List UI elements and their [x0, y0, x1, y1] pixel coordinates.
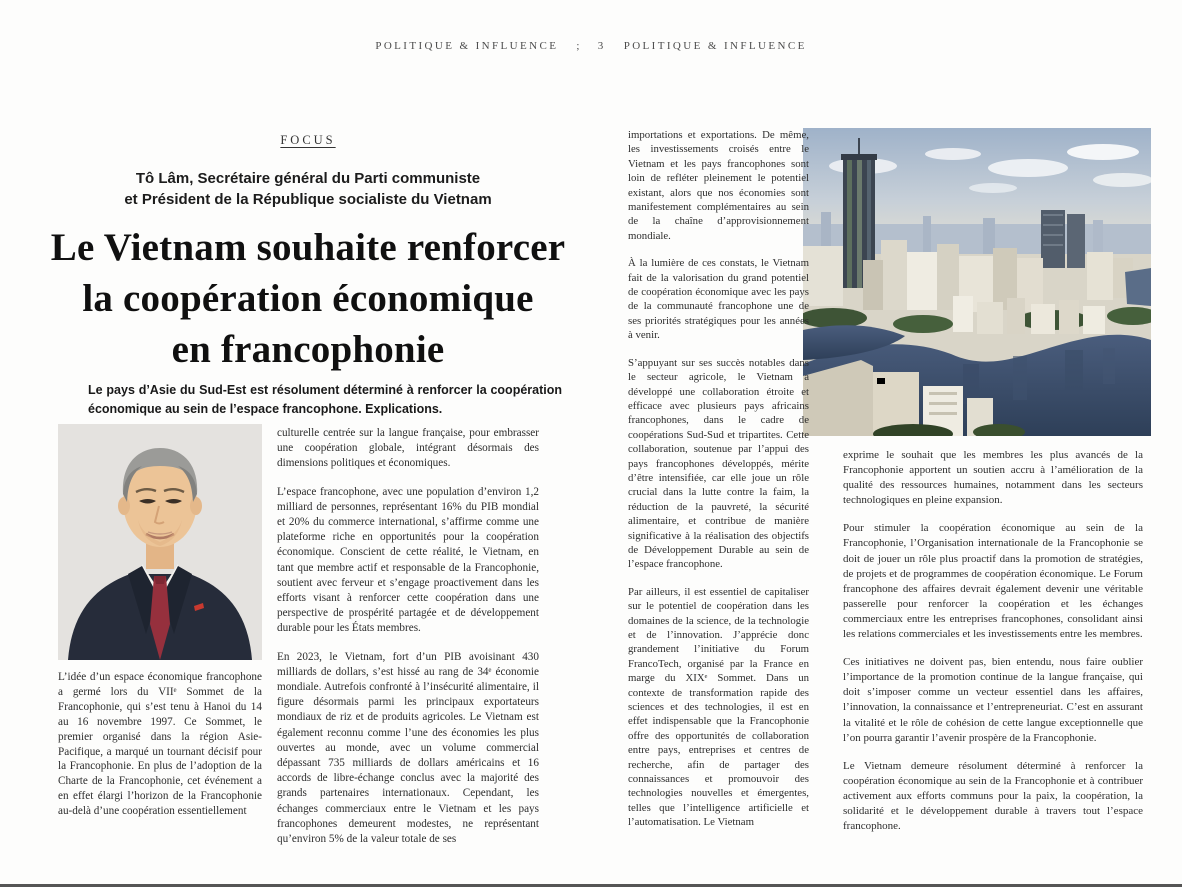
column-1 [58, 670, 262, 832]
column-4 [843, 448, 1143, 847]
running-head-separator: ; [576, 40, 582, 52]
title-line2: la coopération économique [82, 277, 534, 320]
article-title [14, 222, 602, 375]
body-paragraph: À la lumière de ces constats, le Vietnam fait de la valorisation du grand potentiel de coopération économique avec les pays de la communauté francophone une de ses priorités stratégiques pour les années à venir. [628, 257, 809, 342]
title-line1: Le Vietnam souhaite renforcer [50, 226, 566, 269]
page-number: 3 [597, 40, 606, 52]
body-paragraph: L’espace francophone, avec une population d’environ 1,2 milliard de personnes, représentant 16% du PIB mondial et 20% du commerce international, s’affirme comme une plateforme riche en opportunités pour la coopération économique. Conscient de cette réalité, le Vietnam, en tant que membre actif et responsable de la Francophonie, soutient avec ferveur et s’engage proactivement dans les efforts visant à renforcer cette coopération dans une perspective de prospérité partagée et de développement durable pour les États membres. [277, 485, 539, 635]
column-3 [628, 128, 809, 843]
hanoi-cityscape-photo [803, 128, 1151, 436]
running-head-left: POLITIQUE & INFLUENCE [375, 40, 559, 52]
byline-line2: et Président de la République socialiste du Vietnam [124, 191, 492, 208]
body-paragraph: L’idée d’un espace économique francophone a germé lors du VIIᵉ Sommet de la Francophonie, qui s’est tenu à Hanoi du 14 au 16 novembre 1997. Ce Sommet, le premier organisé dans la région Asie-Pacifique, a marqué un tournant décisif pour la Francophonie. En plus de l’adoption de la Charte de la Francophonie, cet événement a en effet élargi l’horizon de la Francophonie au-delà d’une coopération essentiellement [58, 671, 262, 818]
portrait-photo-to-lam [58, 424, 262, 660]
body-paragraph: culturelle centrée sur la langue française, pour embrasser une coopération globale, intégrant désormais des dimensions politiques et économiques. [277, 427, 539, 470]
body-paragraph: Ces initiatives ne doivent pas, bien entendu, nous faire oublier l’importance de la promotion continue de la langue française, qui doit s’imposer comme un vecteur essentiel dans les affaires, l’innovation, la connaissance et l’entrepreneuriat. C’est en assurant la vitalité et le rôle de cohésion de cette langue exceptionnelle que l’on pourra garantir l’avenir prospère de la Francophonie. [843, 656, 1143, 744]
column-2 [277, 426, 539, 860]
running-head-right: POLITIQUE & INFLUENCE [623, 40, 807, 52]
body-paragraph: exprime le souhait que les membres les plus avancés de la Francophonie apportent un soutien accru à l’amélioration de la qualité des ressources humaines, notamment dans les secteurs technologiques en pleine expansion. [843, 449, 1143, 507]
lede: Le pays d’Asie du Sud-Est est résolument déterminé à renforcer la coopération économique au sein de l’espace francophone. Explications. [88, 382, 562, 416]
title-line3: en francophonie [171, 328, 445, 371]
body-paragraph: En 2023, le Vietnam, fort d’un PIB avoisinant 430 milliards de dollars, s’est hissé au rang de 34ᵉ économie mondiale. Autrefois confronté à l’insécurité alimentaire, il figure désormais parmi les principaux exportateurs mondiaux de riz et de produits agricoles. Le Vietnam est également reconnu comme l’une des économies les plus ouvertes au monde, avec un volume commercial dépassant 735 milliards de dollars américains et 16 accords de libre-échange conclus avec la majorité des grands partenaires internationaux. Cependant, les échanges commerciaux entre le Vietnam et les pays francophones demeurent modestes, ne représentant qu’environ 5% de la valeur totale de ses [277, 650, 539, 846]
body-paragraph: Le Vietnam demeure résolument déterminé à renforcer la coopération économique au sein de la Francophonie et à contribuer activement aux efforts communs pour la paix, la coopération, la solidarité et le développement durable à travers tout l’espace francophone. [843, 759, 1143, 833]
byline [30, 168, 586, 210]
cityscape-illustration [803, 128, 1151, 436]
body-paragraph: Pour stimuler la coopération économique au sein de la Francophonie, l’Organisation internationale de la Francophonie se doit de jouer un rôle plus proactif dans la promotion de stratégies, de projets et de programmes de coopération économique. Le Forum francophone des affaires devrait également devenir une véritable passerelle pour renforcer la coopération et les échanges commerciaux entre les entreprises francophones, consolidant ainsi les relations commerciales et les investissements entre les membres. [843, 522, 1143, 641]
portrait-illustration [58, 424, 262, 660]
body-paragraph: Par ailleurs, il est essentiel de capitaliser sur le potentiel de coopération dans les domaines de la science, de la technologie et de l’innovation. J’apprécie donc grandement l’initiative du Forum FrancoTech, organisé par la France en marge du XIXᵉ Sommet. Dans un contexte de transformation rapide des sciences et des technologies, il est en effet indispensable que la Francophonie offre des opportunités de collaboration entre pays, entreprises et centres de recherche, afin de partager des connaissances et promouvoir des technologies nouvelles et émergentes, telles que l’intelligence artificielle et l’automatisation. Le Vietnam [628, 585, 809, 829]
body-paragraph: importations et exportations. De même, les investissements croisés entre le Vietnam et les pays francophones sont loin de refléter pleinement le potentiel existant, alors que nos économies sont manifestement complémentaires au sein de la chaîne d’approvisionnement mondiale. [628, 129, 809, 242]
body-paragraph: S’appuyant sur ses succès notables dans le secteur agricole, le Vietnam a développé une collaboration étroite et efficace avec plusieurs pays africains francophones, dans le cadre de coopérations Sud-Sud et tripartites. Cette collaboration, soutenue par l’appui des pays francophones développés, mérite d’être intensifiée, car elle joue un rôle crucial dans la lutte contre la faim, la réduction de la pauvreté, la sécurité alimentaire, et contribue de manière significative à la réalisation des objectifs de Développement Durable au sein de l’espace francophone. [628, 356, 809, 571]
kicker-focus: FOCUS [280, 133, 336, 147]
running-head [0, 40, 1182, 52]
byline-line1: Tô Lâm, Secrétaire général du Parti communiste [135, 170, 481, 187]
